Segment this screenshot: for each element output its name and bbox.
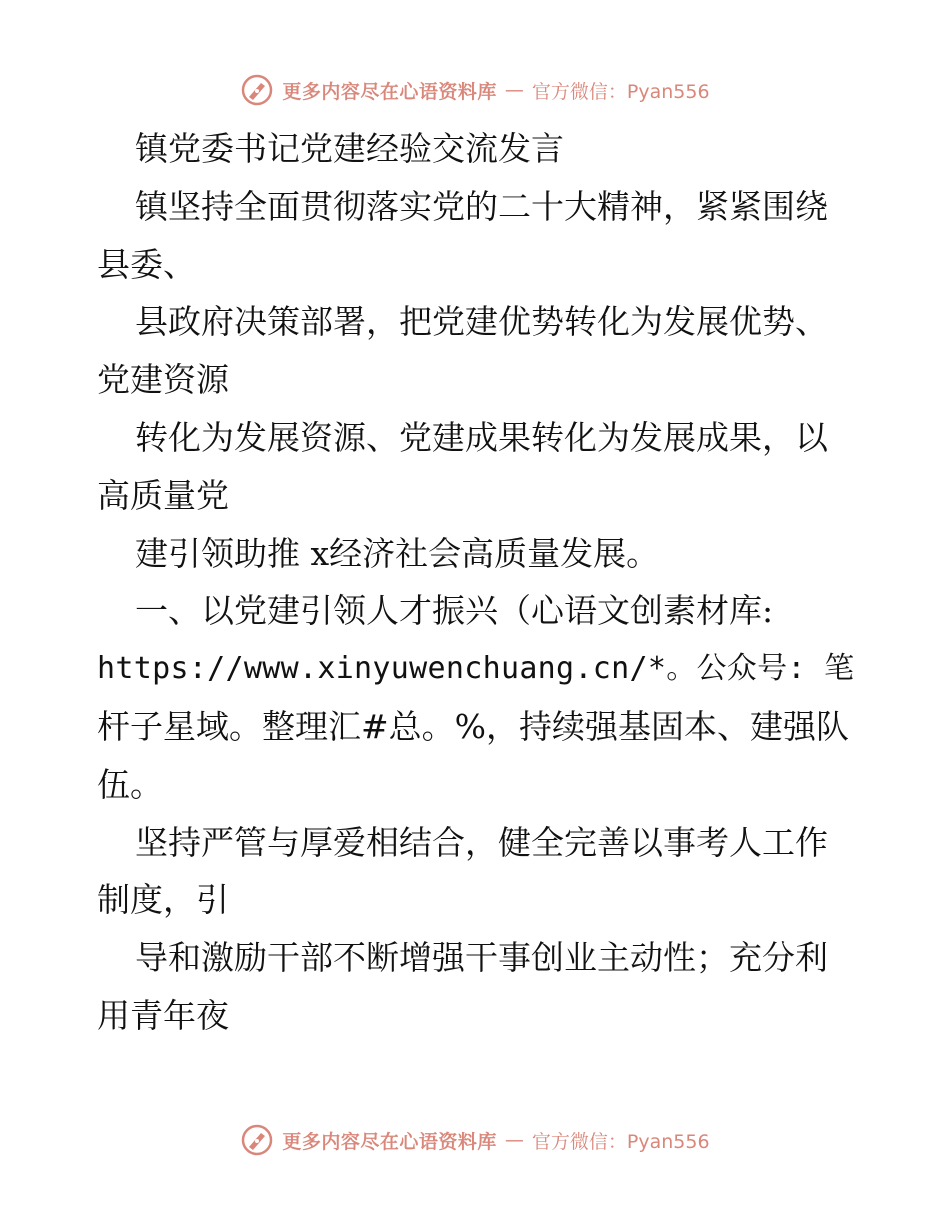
paragraph-line: 坚持严管与厚爱相结合，健全完善以事考人工作 [135, 822, 828, 862]
paragraph-line: 用青年夜 [97, 995, 229, 1035]
paragraph-line: 建引领助推 x经济社会高质量发展。 [135, 533, 660, 573]
paragraph-line: 镇坚持全面贯彻落实党的二十大精神，紧紧围绕 [135, 186, 828, 226]
paragraph-line: 县政府决策部署，把党建优势转化为发展优势、 [135, 302, 828, 342]
watermark-dash: — [504, 79, 524, 101]
paragraph-line: 制度，引 [97, 880, 229, 920]
paragraph-line: 伍。 [97, 764, 163, 804]
paragraph-line: 杆子星域。整理汇#总。%，持续强基固本、建强队 [97, 706, 850, 746]
document-title: 镇党委书记党建经验交流发言 [135, 129, 564, 168]
paragraph-line: 高质量党 [97, 475, 229, 515]
paragraph-line: 县委、 [97, 244, 196, 284]
header-watermark [0, 70, 950, 110]
paragraph-line: 党建资源 [97, 360, 229, 400]
pen-circle-icon [240, 73, 274, 107]
footer-watermark [0, 1120, 950, 1160]
section-heading: 一、以党建引领人才振兴（心语文创素材库: [135, 591, 774, 631]
url-line: https://www.xinyuwenchuang.cn/*。公众号: 笔 [97, 651, 855, 687]
paragraph-line: 导和激励干部不断增强干事创业主动性；充分利 [135, 938, 828, 978]
pen-circle-icon [240, 1123, 274, 1157]
watermark-brand-text: 更多内容尽在心语资料库 [282, 1130, 497, 1153]
paragraph-line: 转化为发展资源、党建成果转化为发展成果，以 [135, 417, 828, 457]
watermark-contact: 官方微信：Pyan556 [531, 1130, 710, 1153]
watermark-contact: 官方微信：Pyan556 [531, 80, 710, 103]
document-body [97, 120, 857, 1045]
watermark-dash: — [504, 1129, 524, 1151]
watermark-brand-text: 更多内容尽在心语资料库 [282, 80, 497, 103]
